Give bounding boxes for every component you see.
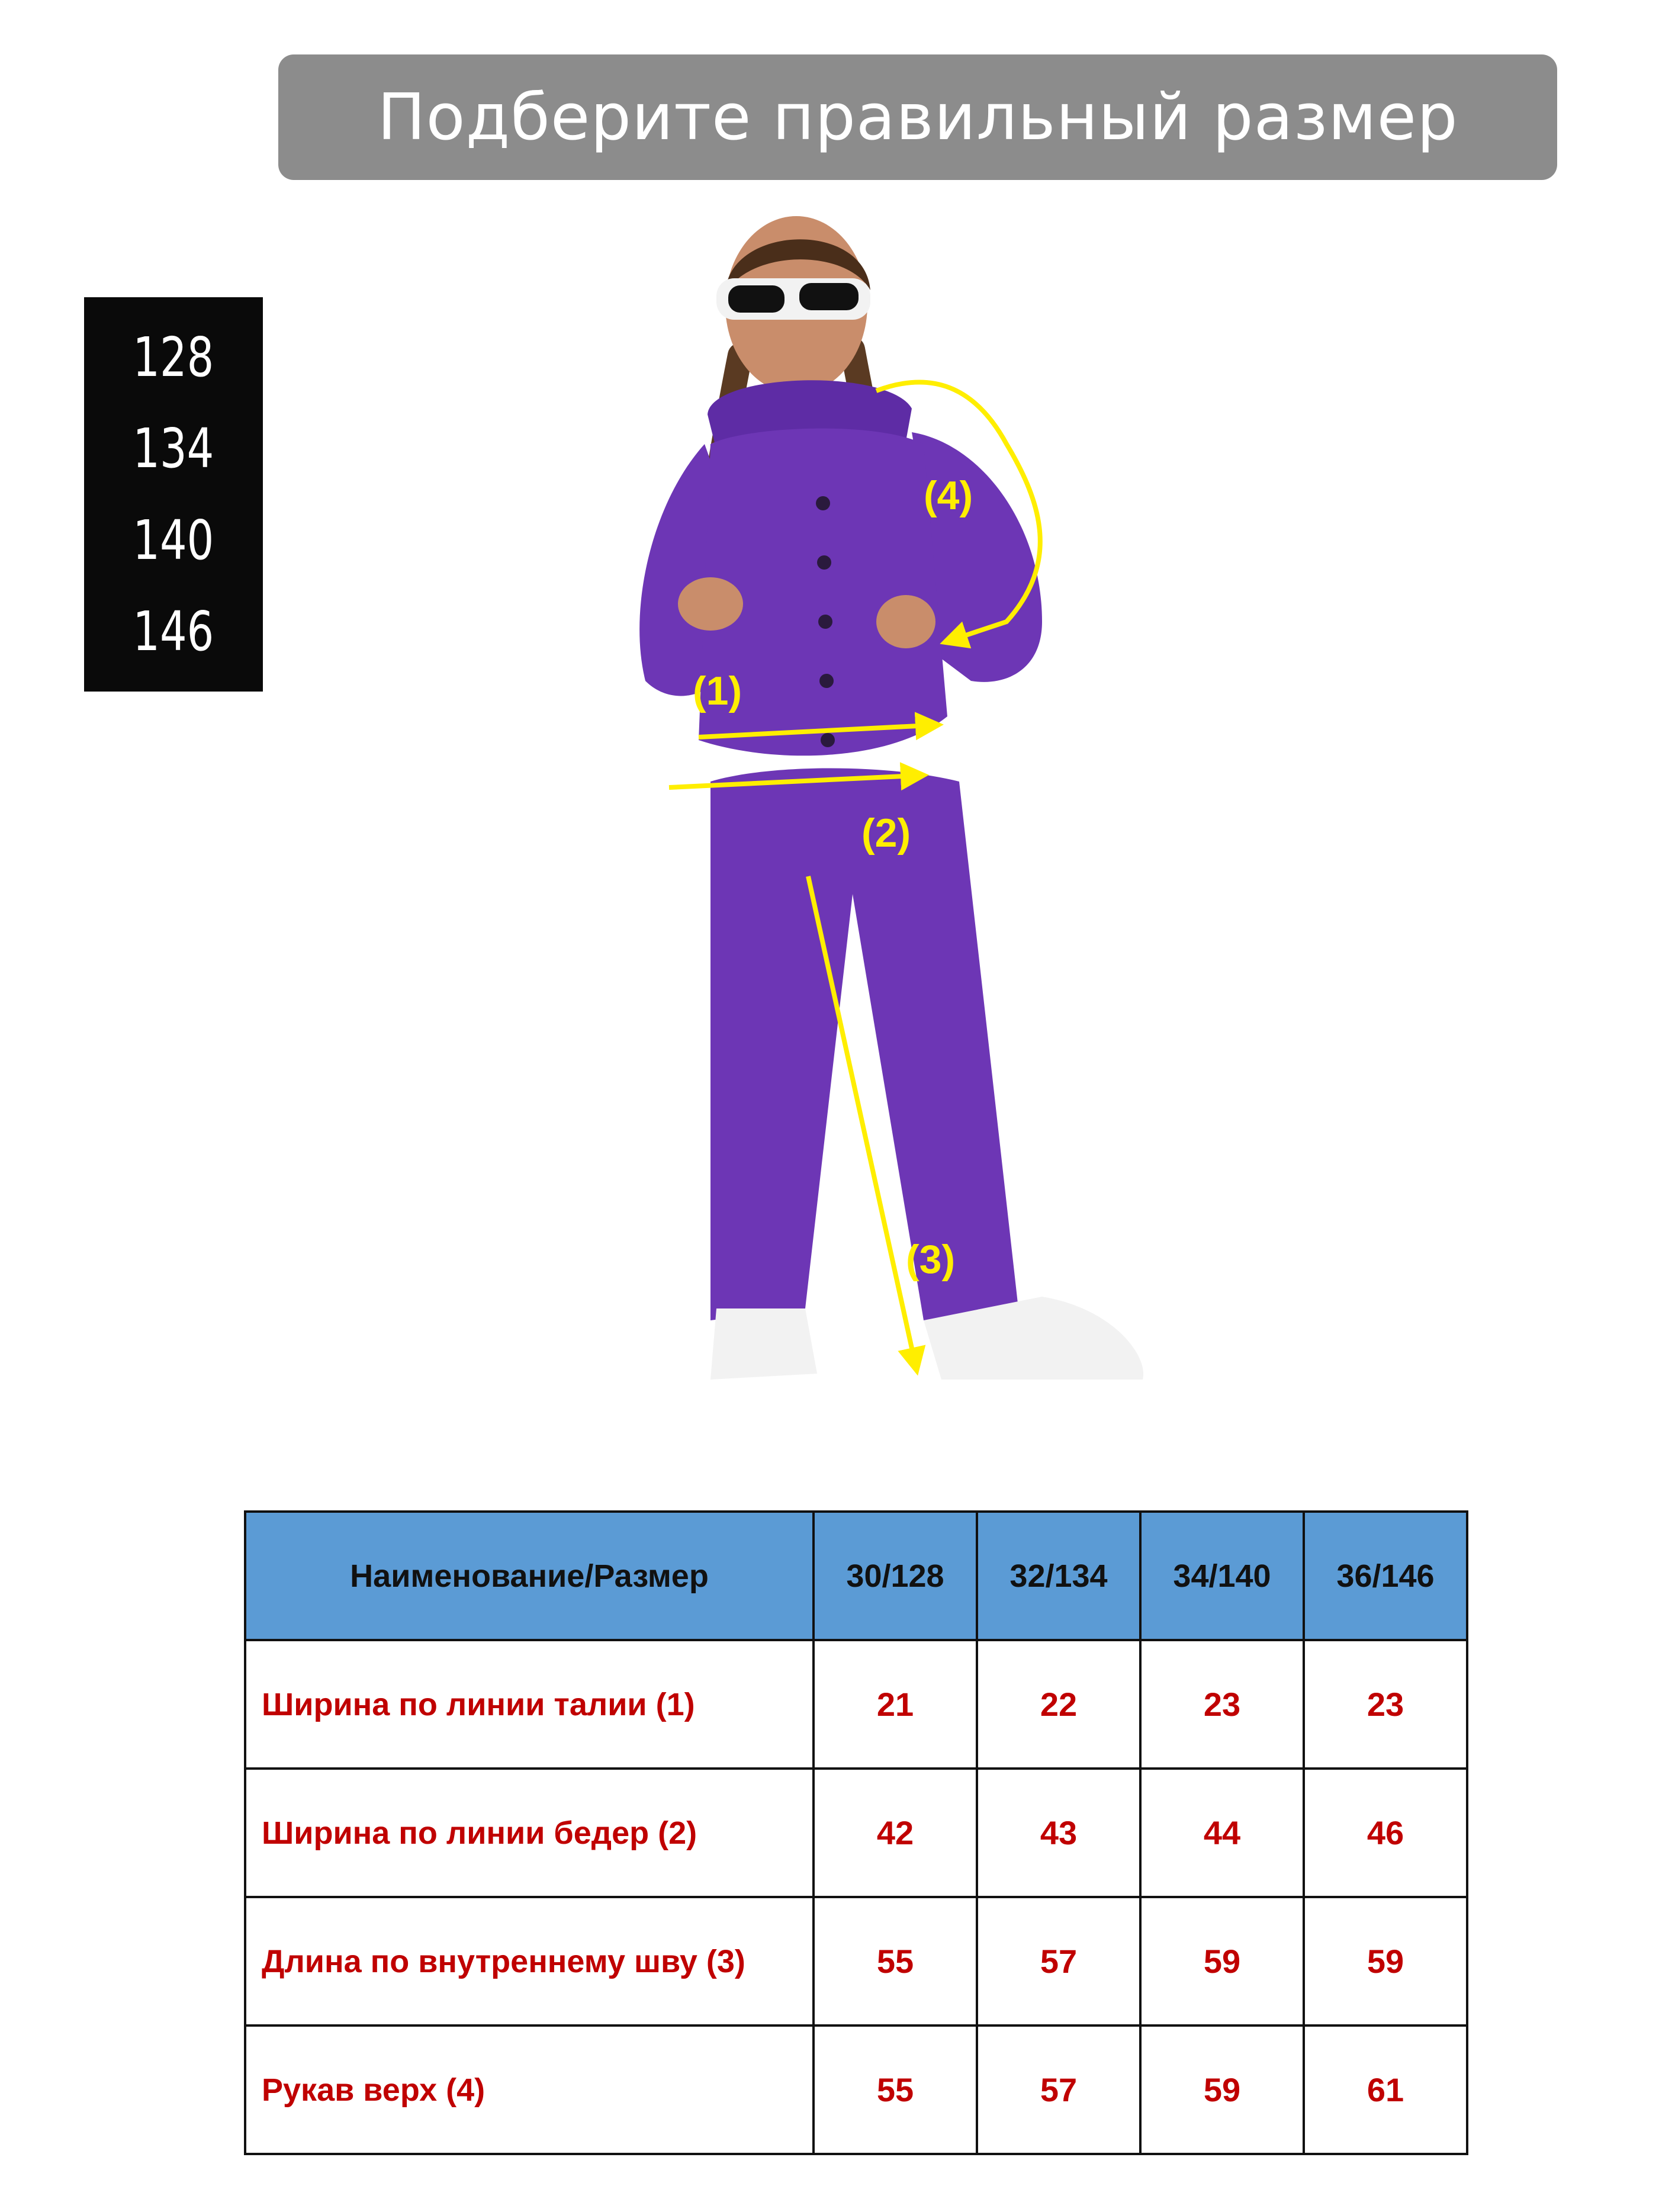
model-illustration: [592, 195, 1184, 1445]
shoe-left: [710, 1308, 817, 1380]
table-cell: 57: [977, 1897, 1140, 2025]
size-table: [244, 1510, 1468, 2155]
height-item: 134: [133, 417, 214, 481]
table-cell: 21: [814, 1640, 977, 1769]
table-header-size: 30/128: [814, 1512, 977, 1640]
table-header-row: [245, 1512, 1467, 1640]
row-label: Рукав верх (4): [245, 2025, 814, 2154]
table-cell: 23: [1140, 1640, 1304, 1769]
table-cell: 57: [977, 2025, 1140, 2154]
model-figure: [592, 195, 1184, 1445]
table-header-size: 32/134: [977, 1512, 1140, 1640]
height-item: 128: [133, 325, 214, 389]
table-cell: 59: [1304, 1897, 1467, 2025]
page-title: Подберите правильный размер: [278, 54, 1557, 180]
table-cell: 59: [1140, 2025, 1304, 2154]
height-item: 140: [133, 508, 214, 572]
table-cell: 55: [814, 2025, 977, 2154]
row-label: Длина по внутреннему шву (3): [245, 1897, 814, 2025]
table-cell: 44: [1140, 1769, 1304, 1897]
marker-label-2: (2): [861, 811, 911, 856]
row-label: Ширина по линии бедер (2): [245, 1769, 814, 1897]
table-cell: 55: [814, 1897, 977, 2025]
table-cell: 23: [1304, 1640, 1467, 1769]
marker-label-4: (4): [924, 473, 973, 518]
table-row: [245, 1640, 1467, 1769]
marker-label-1: (1): [693, 668, 742, 713]
table-row: [245, 1897, 1467, 2025]
table-header-label: Наименование/Размер: [245, 1512, 814, 1640]
table-cell: 46: [1304, 1769, 1467, 1897]
height-list: [84, 297, 263, 692]
table-cell: 61: [1304, 2025, 1467, 2154]
table-cell: 59: [1140, 1897, 1304, 2025]
marker-label-3: (3): [906, 1237, 956, 1282]
table-cell: 22: [977, 1640, 1140, 1769]
table-row: [245, 1769, 1467, 1897]
table-row: [245, 2025, 1467, 2154]
row-label: Ширина по линии талии (1): [245, 1640, 814, 1769]
table-cell: 43: [977, 1769, 1140, 1897]
table-header-size: 34/140: [1140, 1512, 1304, 1640]
table-header-size: 36/146: [1304, 1512, 1467, 1640]
height-item: 146: [133, 600, 214, 664]
table-cell: 42: [814, 1769, 977, 1897]
